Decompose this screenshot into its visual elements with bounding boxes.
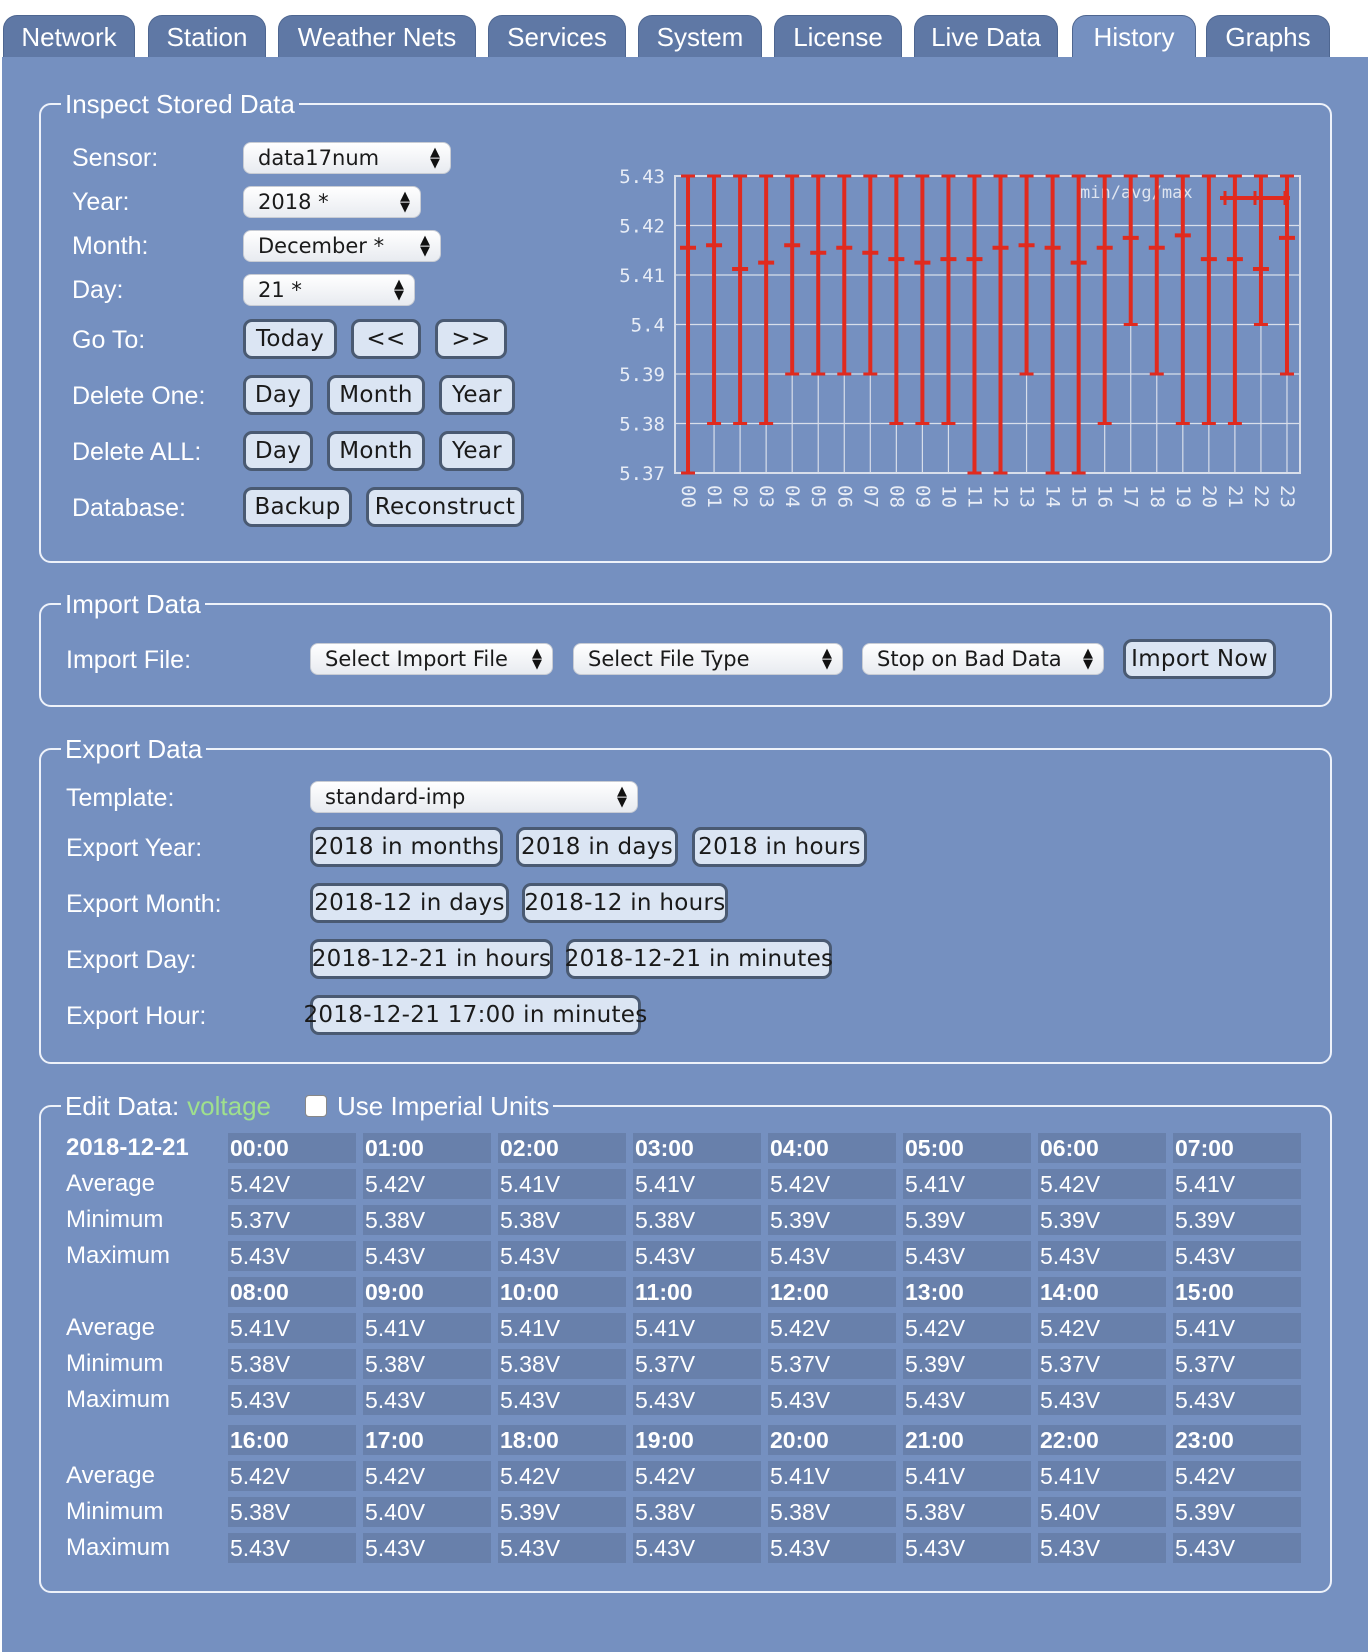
hour-header: 14:00 [1038,1277,1166,1307]
value-cell-avg[interactable]: 5.41V [768,1461,896,1491]
value-cell-min[interactable]: 5.38V [228,1349,356,1379]
value-cell-min[interactable]: 5.37V [1038,1349,1166,1379]
file-type-value: Select File Type [588,647,750,671]
hour-header: 00:00 [228,1133,356,1163]
export-day-hours-button[interactable]: 2018-12-21 in hours [310,939,553,979]
value-cell-min[interactable]: 5.37V [768,1349,896,1379]
row-label-min: Minimum [66,1498,164,1525]
value-cell-min[interactable]: 5.38V [903,1497,1031,1527]
value-cell-max[interactable]: 5.43V [228,1385,356,1415]
hour-header: 08:00 [228,1277,356,1307]
x-tick-label: 19 [1171,485,1194,508]
year-label: Year: [72,188,130,216]
delete-all-month-button[interactable]: Month [327,431,425,471]
x-tick-label: 12 [989,485,1012,508]
value-cell-avg[interactable]: 5.42V [498,1461,626,1491]
next-day-button[interactable]: >> [435,319,507,359]
x-tick-label: 21 [1223,485,1246,508]
value-cell-min[interactable]: 5.38V [363,1205,491,1235]
value-cell-min[interactable]: 5.39V [1173,1205,1301,1235]
value-cell-avg[interactable]: 5.42V [228,1461,356,1491]
hour-header: 15:00 [1173,1277,1301,1307]
value-cell-max[interactable]: 5.43V [498,1385,626,1415]
import-file-label: Import File: [66,646,192,674]
export-year-days-button[interactable]: 2018 in days [516,827,678,867]
tab-network[interactable]: Network [3,15,135,58]
x-tick-label: 18 [1145,485,1168,508]
export-day-minutes-button[interactable]: 2018-12-21 in minutes [566,939,832,979]
select-arrows-icon: ▲ ▼ [420,233,430,259]
hour-header: 19:00 [633,1425,761,1455]
value-cell-max[interactable]: 5.43V [1173,1533,1301,1563]
hour-header: 10:00 [498,1277,626,1307]
hour-header: 16:00 [228,1425,356,1455]
tab-bar [0,0,1368,58]
tab-weather-nets[interactable]: Weather Nets [278,15,476,58]
imperial-units-checkbox[interactable] [305,1095,327,1117]
value-cell-max[interactable]: 5.43V [903,1385,1031,1415]
value-cell-avg[interactable]: 5.41V [633,1313,761,1343]
export-year-months-button[interactable]: 2018 in months [310,827,503,867]
template-value: standard-imp [325,785,466,809]
month-select[interactable] [243,230,441,262]
delete-all-day-button[interactable]: Day [243,431,313,471]
value-cell-min[interactable]: 5.39V [903,1349,1031,1379]
export-hour-minutes-button[interactable]: 2018-12-21 17:00 in minutes [310,995,641,1035]
tab-services[interactable]: Services [488,15,626,58]
row-label-max: Maximum [66,1534,171,1561]
database-label: Database: [72,494,186,522]
x-tick-label: 11 [963,485,986,508]
hour-header: 03:00 [633,1133,761,1163]
value-cell-avg[interactable]: 5.42V [363,1461,491,1491]
x-tick-label: 13 [1015,485,1038,508]
sensor-select[interactable] [243,142,451,174]
hour-header: 21:00 [903,1425,1031,1455]
export-hour-label: Export Hour: [66,1002,207,1030]
value-cell-min[interactable]: 5.38V [228,1497,356,1527]
value-cell-max[interactable]: 5.43V [633,1385,761,1415]
import-now-button[interactable]: Import Now [1123,639,1276,679]
stop-on-bad-data-value: Stop on Bad Data [877,647,1062,671]
select-arrows-icon: ▲ ▼ [532,646,542,672]
delete-one-day-button[interactable]: Day [243,375,313,415]
row-label-max: Maximum [66,1386,171,1413]
value-cell-min[interactable]: 5.38V [498,1349,626,1379]
tab-graphs[interactable]: Graphs [1206,15,1330,58]
inspect-legend: Inspect Stored Data [65,89,295,119]
value-cell-max[interactable]: 5.43V [903,1533,1031,1563]
x-tick-label: 16 [1093,485,1116,508]
value-cell-max[interactable]: 5.43V [228,1533,356,1563]
hour-header: 02:00 [498,1133,626,1163]
day-label: Day: [72,276,124,304]
y-tick-label: 5.38 [619,413,665,436]
tab-live-data[interactable]: Live Data [914,15,1058,58]
value-cell-avg[interactable]: 5.41V [498,1169,626,1199]
hour-header: 22:00 [1038,1425,1166,1455]
value-cell-min[interactable]: 5.37V [228,1205,356,1235]
delete-all-year-button[interactable]: Year [439,431,515,471]
value-cell-max[interactable]: 5.43V [768,1385,896,1415]
x-tick-label: 05 [807,485,830,508]
stop-on-bad-data-select[interactable] [862,643,1104,675]
hour-header: 20:00 [768,1425,896,1455]
hour-header: 07:00 [1173,1133,1301,1163]
reconstruct-button[interactable]: Reconstruct [366,487,524,527]
y-tick-label: 5.37 [619,463,665,485]
row-label-avg: Average [66,1314,155,1341]
x-tick-label: 10 [937,485,960,508]
export-day-label: Export Day: [66,946,197,974]
goto-label: Go To: [72,326,146,354]
value-cell-min[interactable]: 5.39V [498,1497,626,1527]
x-tick-label: 03 [755,485,778,508]
select-arrows-icon: ▲ ▼ [430,145,440,171]
delete-one-label: Delete One: [72,382,206,410]
y-tick-label: 5.41 [619,265,665,287]
value-cell-avg[interactable]: 5.42V [1038,1313,1166,1343]
tab-system[interactable]: System [638,15,762,58]
x-tick-label: 01 [703,485,726,508]
value-cell-max[interactable]: 5.43V [903,1241,1031,1271]
row-label-min: Minimum [66,1350,164,1377]
tab-license[interactable]: License [774,15,902,58]
value-cell-min[interactable]: 5.39V [1038,1205,1166,1235]
value-cell-max[interactable]: 5.43V [363,1241,491,1271]
y-tick-label: 5.4 [630,314,665,337]
row-label-min: Minimum [66,1206,164,1233]
value-cell-avg[interactable]: 5.42V [903,1313,1031,1343]
value-cell-max[interactable]: 5.43V [363,1533,491,1563]
export-month-days-button[interactable]: 2018-12 in days [310,883,509,923]
value-cell-avg[interactable]: 5.42V [768,1313,896,1343]
today-button[interactable]: Today [243,319,337,359]
y-tick-label: 5.43 [619,166,665,188]
delete-all-label: Delete ALL: [72,438,202,466]
year-select[interactable] [243,186,421,218]
x-tick-label: 04 [781,485,804,508]
day-select[interactable] [243,274,415,306]
export-legend: Export Data [65,734,203,764]
x-tick-label: 20 [1197,485,1220,508]
value-cell-avg[interactable]: 5.41V [633,1169,761,1199]
value-cell-avg[interactable]: 5.42V [768,1169,896,1199]
imperial-units-label[interactable]: Use Imperial Units [337,1091,550,1121]
value-cell-min[interactable]: 5.38V [633,1497,761,1527]
value-cell-avg[interactable]: 5.42V [633,1461,761,1491]
value-cell-max[interactable]: 5.43V [363,1385,491,1415]
export-month-label: Export Month: [66,890,222,918]
value-cell-min[interactable]: 5.40V [1038,1497,1166,1527]
backup-button[interactable]: Backup [243,487,352,527]
hour-header: 11:00 [633,1277,761,1307]
value-cell-min[interactable]: 5.38V [363,1349,491,1379]
value-cell-max[interactable]: 5.43V [498,1533,626,1563]
value-cell-max[interactable]: 5.43V [1173,1385,1301,1415]
value-cell-max[interactable]: 5.43V [1038,1241,1166,1271]
edit-legend [61,1092,553,1120]
x-tick-label: 00 [677,485,700,508]
value-cell-avg[interactable]: 5.42V [1038,1169,1166,1199]
value-cell-avg[interactable]: 5.41V [1173,1169,1301,1199]
value-cell-min[interactable]: 5.37V [633,1349,761,1379]
hour-header: 23:00 [1173,1425,1301,1455]
hour-header: 06:00 [1038,1133,1166,1163]
value-cell-avg[interactable]: 5.41V [903,1461,1031,1491]
month-label: Month: [72,232,149,260]
value-cell-max[interactable]: 5.43V [498,1241,626,1271]
prev-day-button[interactable]: << [351,319,421,359]
template-select[interactable] [310,781,638,813]
x-tick-label: 02 [729,485,752,508]
export-year-label: Export Year: [66,834,203,862]
minmaxavg-chart [600,160,1310,520]
hour-header: 04:00 [768,1133,896,1163]
hour-header: 12:00 [768,1277,896,1307]
x-tick-label: 08 [885,485,908,508]
x-tick-label: 15 [1067,485,1090,508]
chart-legend-text: min/avg/max [1080,183,1193,203]
select-arrows-icon: ▲ ▼ [394,277,404,303]
value-cell-avg[interactable]: 5.41V [903,1169,1031,1199]
value-cell-min[interactable]: 5.39V [768,1205,896,1235]
y-tick-label: 5.39 [619,364,665,386]
tab-station[interactable]: Station [148,15,266,58]
value-cell-max[interactable]: 5.43V [768,1241,896,1271]
x-tick-label: 06 [833,485,856,508]
value-cell-avg[interactable]: 5.41V [1038,1461,1166,1491]
value-cell-avg[interactable]: 5.42V [363,1169,491,1199]
year-value: 2018 * [258,190,329,214]
day-value: 21 * [258,278,302,302]
value-cell-avg[interactable]: 5.42V [228,1169,356,1199]
value-cell-max[interactable]: 5.43V [228,1241,356,1271]
row-label-avg: Average [66,1462,155,1489]
export-year-hours-button[interactable]: 2018 in hours [692,827,867,867]
template-label: Template: [66,784,175,812]
y-tick-label: 5.42 [619,215,665,238]
row-label-avg: Average [66,1170,155,1197]
x-tick-label: 07 [859,485,882,508]
file-type-select[interactable] [573,643,843,675]
value-cell-max[interactable]: 5.43V [768,1533,896,1563]
hour-header: 01:00 [363,1133,491,1163]
tab-history[interactable]: History [1072,15,1196,58]
select-arrows-icon: ▲ ▼ [617,784,627,810]
value-cell-min[interactable]: 5.38V [768,1497,896,1527]
sensor-value: data17num [258,146,380,170]
value-cell-min[interactable]: 5.39V [1173,1497,1301,1527]
sensor-label: Sensor: [72,144,159,172]
value-cell-max[interactable]: 5.43V [633,1533,761,1563]
row-label-max: Maximum [66,1242,171,1269]
value-cell-avg[interactable]: 5.41V [363,1313,491,1343]
value-cell-min[interactable]: 5.37V [1173,1349,1301,1379]
value-cell-min[interactable]: 5.38V [498,1205,626,1235]
edit-sensor-name: voltage [187,1091,272,1121]
hour-header: 13:00 [903,1277,1031,1307]
value-cell-max[interactable]: 5.43V [1173,1241,1301,1271]
value-cell-min[interactable]: 5.39V [903,1205,1031,1235]
hour-header: 18:00 [498,1425,626,1455]
x-tick-label: 17 [1119,485,1142,508]
value-cell-avg[interactable]: 5.41V [1173,1313,1301,1343]
hour-header: 17:00 [363,1425,491,1455]
hour-header: 05:00 [903,1133,1031,1163]
value-cell-avg[interactable]: 5.41V [498,1313,626,1343]
value-cell-avg[interactable]: 5.41V [228,1313,356,1343]
hour-header: 09:00 [363,1277,491,1307]
x-tick-label: 23 [1275,485,1298,508]
value-cell-min[interactable]: 5.38V [633,1205,761,1235]
x-tick-label: 09 [911,485,934,508]
value-cell-max[interactable]: 5.43V [1038,1385,1166,1415]
import-legend: Import Data [65,589,201,619]
edit-legend-prefix: Edit Data: [65,1091,180,1121]
edit-date: 2018-12-21 [66,1134,189,1161]
delete-one-month-button[interactable]: Month [327,375,425,415]
value-cell-max[interactable]: 5.43V [633,1241,761,1271]
value-cell-avg[interactable]: 5.42V [1173,1461,1301,1491]
value-cell-min[interactable]: 5.40V [363,1497,491,1527]
select-arrows-icon: ▲ ▼ [400,189,410,215]
x-tick-label: 14 [1041,485,1064,508]
import-file-value: Select Import File [325,647,508,671]
x-tick-label: 22 [1249,485,1272,508]
select-arrows-icon: ▲ ▼ [1083,646,1093,672]
select-arrows-icon: ▲ ▼ [822,646,832,672]
value-cell-max[interactable]: 5.43V [1038,1533,1166,1563]
export-month-hours-button[interactable]: 2018-12 in hours [522,883,728,923]
delete-one-year-button[interactable]: Year [439,375,515,415]
import-file-select[interactable] [310,643,553,675]
month-value: December * [258,234,385,258]
